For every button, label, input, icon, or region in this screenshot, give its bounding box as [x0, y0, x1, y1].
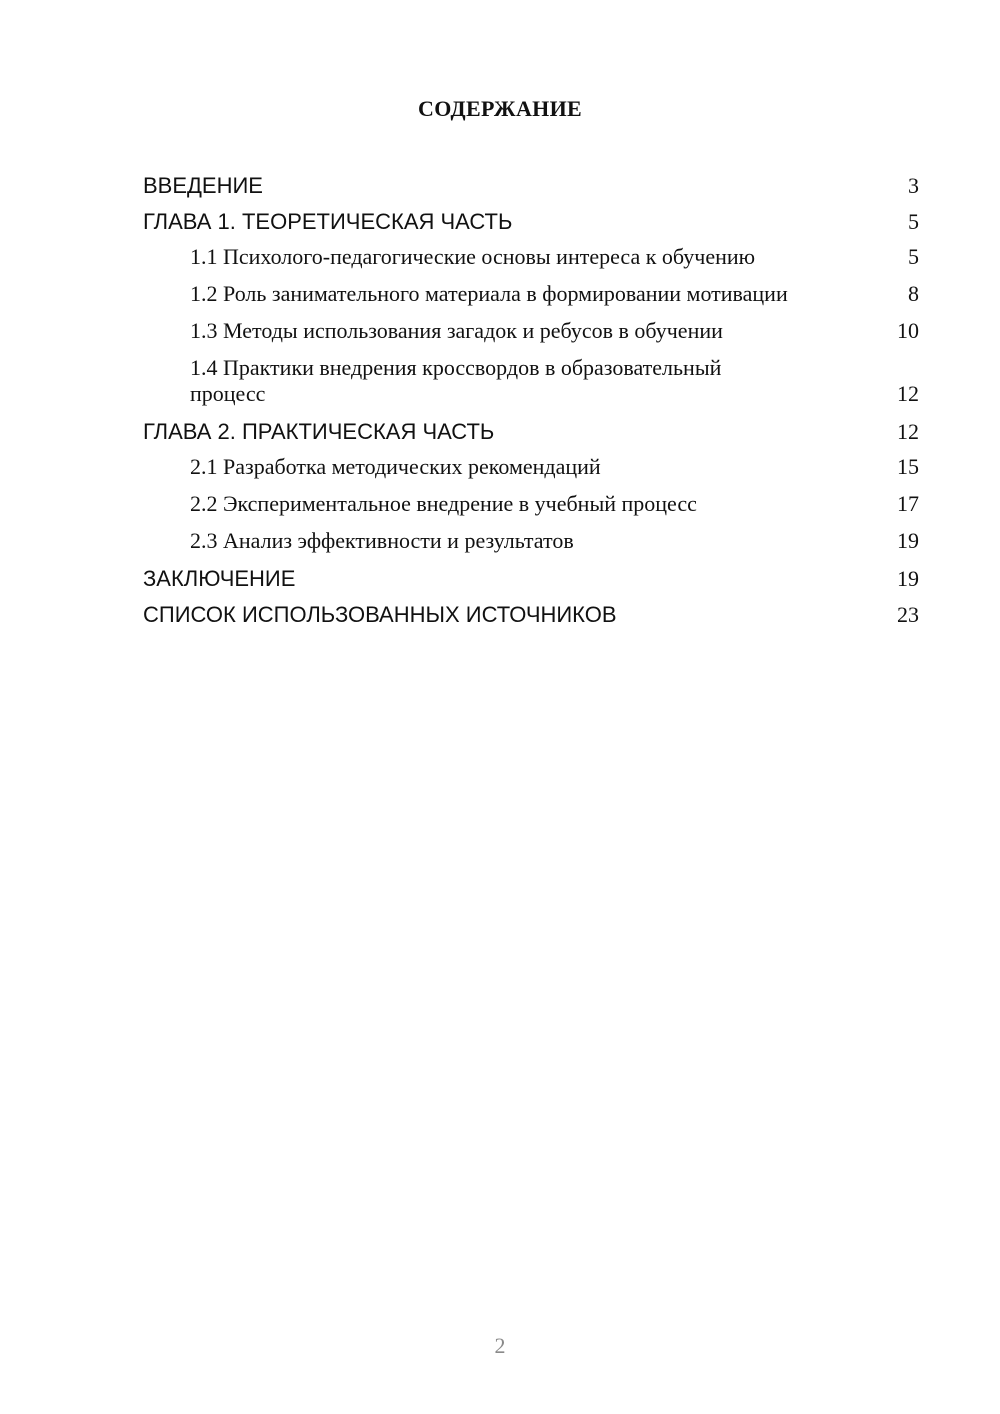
- toc-entry-label: ГЛАВА 2. ПРАКТИЧЕСКАЯ ЧАСТЬ: [143, 419, 495, 444]
- toc-entry-section-1-2: [143, 279, 919, 316]
- toc-entry-page: 17: [897, 491, 919, 516]
- toc-entry-page: 23: [897, 602, 919, 627]
- toc-entry-introduction: [143, 170, 919, 206]
- toc-entry-page: 12: [897, 419, 919, 444]
- toc-entry-label: ЗАКЛЮЧЕНИЕ: [143, 566, 296, 591]
- toc-entry-page: 15: [897, 454, 919, 479]
- toc-entry-label: 1.4 Практики внедрения кроссвордов в образовательный процесс: [190, 355, 722, 406]
- toc-entry-page: 5: [908, 244, 919, 269]
- toc-entry-page: 19: [897, 528, 919, 553]
- toc-entry-label: 1.3 Методы использования загадок и ребусов в обучении: [190, 318, 723, 343]
- toc-entry-label: 1.1 Психолого-педагогические основы интереса к обучению: [190, 244, 756, 269]
- toc-title: СОДЕРЖАНИЕ: [418, 96, 582, 121]
- toc-entry-label: 2.2 Экспериментальное внедрение в учебный процесс: [190, 491, 697, 516]
- toc-entry-references: [143, 599, 919, 635]
- toc-entry-page: 10: [897, 318, 919, 343]
- toc-entry-section-2-2: [143, 489, 919, 526]
- toc-entry-label: 2.3 Анализ эффективности и результатов: [190, 528, 574, 553]
- table-of-contents: [143, 170, 919, 635]
- toc-entry-page: 12: [897, 381, 919, 406]
- toc-entry-label: 2.1 Разработка методических рекомендаций: [190, 454, 601, 479]
- toc-entry-section-1-1: [143, 242, 919, 279]
- toc-entry-page: 5: [908, 209, 919, 234]
- toc-entry-section-2-3: [143, 526, 919, 563]
- toc-entry-page: 8: [908, 281, 919, 306]
- toc-entry-label: ВВЕДЕНИЕ: [143, 173, 263, 198]
- toc-entry-section-1-3: [143, 316, 919, 353]
- toc-entry-chapter-1: [143, 206, 919, 242]
- toc-entry-label: 1.2 Роль занимательного материала в формировании мотивации: [190, 281, 788, 306]
- toc-entry-page: 19: [897, 566, 919, 591]
- page-number: 2: [494, 1333, 506, 1358]
- toc-entry-page: 3: [908, 173, 919, 198]
- toc-entry-conclusion: [143, 563, 919, 599]
- toc-entry-section-2-1: [143, 452, 919, 489]
- toc-entry-chapter-2: [143, 416, 919, 452]
- toc-entry-label: СПИСОК ИСПОЛЬЗОВАННЫХ ИСТОЧНИКОВ: [143, 602, 617, 627]
- toc-entry-label: ГЛАВА 1. ТЕОРЕТИЧЕСКАЯ ЧАСТЬ: [143, 209, 513, 234]
- toc-entry-section-1-4: [143, 353, 919, 416]
